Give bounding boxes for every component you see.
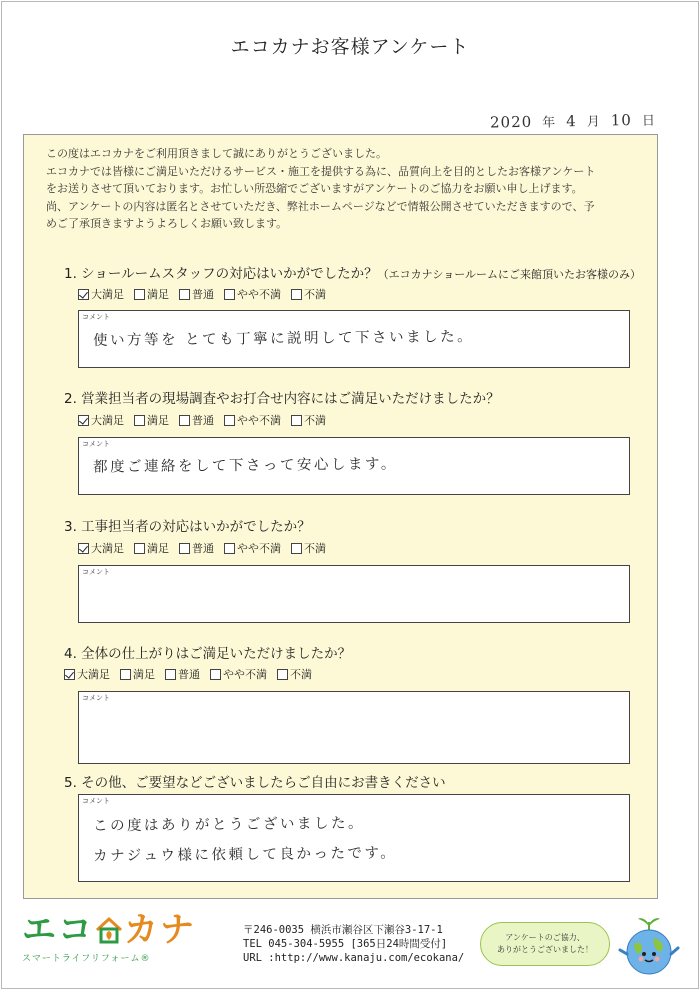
intro-line: めご了承頂きますようよろしくお願い致します。 xyxy=(46,217,288,230)
checkbox[interactable] xyxy=(78,543,89,554)
option-label: 普通 xyxy=(192,414,214,427)
option-label: 普通 xyxy=(178,668,200,681)
logo-text-eco: エコ xyxy=(22,910,94,950)
handwritten-comment: この度はありがとうございました。 xyxy=(92,815,366,835)
thanks-bubble xyxy=(480,922,610,966)
option-label: やや不満 xyxy=(237,542,281,555)
checkbox[interactable] xyxy=(179,415,190,426)
option-満足[interactable] xyxy=(134,412,169,428)
globe-mascot-icon xyxy=(614,910,684,980)
question-4-text xyxy=(64,642,351,662)
checkbox[interactable] xyxy=(291,415,302,426)
option-label: 不満 xyxy=(304,288,326,301)
option-満足[interactable] xyxy=(120,666,155,682)
checkbox[interactable] xyxy=(224,415,235,426)
option-label: やや不満 xyxy=(223,668,267,681)
option-label: やや不満 xyxy=(237,414,281,427)
option-不満[interactable] xyxy=(291,540,326,556)
question-1-label: 1. ショールームスタッフの対応はいかがでしたか？ xyxy=(64,266,378,282)
survey-date xyxy=(490,109,666,131)
checkbox[interactable] xyxy=(78,415,89,426)
comment-label: コメント xyxy=(82,313,110,321)
option-普通[interactable] xyxy=(165,666,200,682)
option-label: 普通 xyxy=(192,542,214,555)
option-普通[interactable] xyxy=(179,412,214,428)
handwritten-comment: 使い方等を とても丁寧に説明して下さいました。 xyxy=(92,329,475,349)
company-address: 〒246-0035 横浜市瀬谷区下瀬谷3-17-1 xyxy=(243,924,443,936)
question-2-comment-box[interactable] xyxy=(78,437,630,495)
question-5-label: 5. その他、ご要望などございましたらご自由にお書きください xyxy=(64,775,446,791)
question-2-text xyxy=(64,387,500,407)
comment-label: コメント xyxy=(82,440,110,448)
date-year-unit: 年 xyxy=(542,115,557,131)
question-1-options xyxy=(78,286,326,302)
ecokana-logo xyxy=(22,910,196,964)
date-day: 10 xyxy=(610,111,633,130)
option-大満足[interactable] xyxy=(78,286,124,302)
option-label: 大満足 xyxy=(91,288,124,301)
option-label: 満足 xyxy=(147,414,169,427)
checkbox[interactable] xyxy=(120,669,131,680)
option-label: 不満 xyxy=(304,542,326,555)
intro-text xyxy=(46,145,661,233)
question-3-text xyxy=(64,515,311,535)
question-3-label: 3. 工事担当者の対応はいかがでしたか？ xyxy=(64,519,311,535)
intro-line: をお送りさせて頂いております。お忙しい所恐縮でございますがアンケートのご協力をお願い申し上げます。 xyxy=(46,182,583,195)
checkbox[interactable] xyxy=(179,543,190,554)
option-やや不満[interactable] xyxy=(224,412,281,428)
checkbox[interactable] xyxy=(165,669,176,680)
question-3-options xyxy=(78,540,326,556)
logo-text-kana: カナ xyxy=(124,910,196,950)
company-tel: TEL 045-304-5955 [365日24時間受付] xyxy=(243,938,448,950)
option-label: 不満 xyxy=(290,668,312,681)
option-label: 普通 xyxy=(192,288,214,301)
checkbox[interactable] xyxy=(291,289,302,300)
question-2-options xyxy=(78,412,326,428)
option-label: 大満足 xyxy=(77,668,110,681)
option-普通[interactable] xyxy=(179,540,214,556)
checkbox[interactable] xyxy=(78,289,89,300)
option-不満[interactable] xyxy=(291,412,326,428)
question-2-label: 2. 営業担当者の現場調査やお打合せ内容にはご満足いただけましたか？ xyxy=(64,391,500,407)
option-大満足[interactable] xyxy=(64,666,110,682)
page-title: エコカナお客様アンケート xyxy=(230,36,470,58)
question-3-comment-box[interactable] xyxy=(78,565,630,623)
checkbox[interactable] xyxy=(134,289,145,300)
question-5-comment-box[interactable] xyxy=(78,794,630,882)
checkbox[interactable] xyxy=(210,669,221,680)
question-5-text xyxy=(64,771,446,791)
checkbox[interactable] xyxy=(134,415,145,426)
checkbox[interactable] xyxy=(291,543,302,554)
option-label: やや不満 xyxy=(237,288,281,301)
option-不満[interactable] xyxy=(291,286,326,302)
question-4-options xyxy=(64,666,312,682)
comment-label: コメント xyxy=(82,694,110,702)
intro-line: この度はエコカナをご利用頂きまして誠にありがとうございました。 xyxy=(46,147,387,160)
checkbox[interactable] xyxy=(179,289,190,300)
option-大満足[interactable] xyxy=(78,412,124,428)
option-普通[interactable] xyxy=(179,286,214,302)
option-やや不満[interactable] xyxy=(210,666,267,682)
handwritten-comment: カナジュウ様に依頼して良かったです。 xyxy=(92,845,398,865)
comment-label: コメント xyxy=(82,568,110,576)
comment-label: コメント xyxy=(82,797,110,805)
option-label: 不満 xyxy=(304,414,326,427)
date-day-unit: 日 xyxy=(641,113,657,129)
option-満足[interactable] xyxy=(134,286,169,302)
question-1-note: （エコカナショールームにご来館頂いたお客様のみ） xyxy=(377,268,641,281)
checkbox[interactable] xyxy=(277,669,288,680)
option-満足[interactable] xyxy=(134,540,169,556)
intro-line: エコカナでは皆様にご満足いただけるサービス・施工を提供する為に、品質向上を目的としたお客様アンケート xyxy=(46,164,596,178)
thanks-line-1: アンケートのご協力、 xyxy=(505,933,585,942)
intro-line: 尚、アンケートの内容は匿名とさせていただき、弊社ホームページなどで情報公開させていただきますので、予 xyxy=(46,199,595,213)
logo-subtitle: スマートライフリフォーム® xyxy=(22,954,151,964)
question-4-comment-box[interactable] xyxy=(78,691,630,764)
option-label: 満足 xyxy=(147,288,169,301)
survey-form xyxy=(23,134,658,899)
company-url[interactable]: URL :http://www.kanaju.com/ecokana/ xyxy=(243,952,465,964)
question-1-comment-box[interactable] xyxy=(78,310,630,368)
company-contact xyxy=(243,923,464,965)
checkbox[interactable] xyxy=(224,289,235,300)
checkbox[interactable] xyxy=(134,543,145,554)
checkbox[interactable] xyxy=(224,543,235,554)
date-month-unit: 月 xyxy=(586,114,601,130)
option-不満[interactable] xyxy=(277,666,312,682)
option-やや不満[interactable] xyxy=(224,540,281,556)
thanks-line-2: ありがとうございました！ xyxy=(497,945,593,954)
option-label: 大満足 xyxy=(91,542,124,555)
handwritten-comment: 都度ご連絡をして下さって安心します。 xyxy=(92,456,398,476)
option-やや不満[interactable] xyxy=(224,286,281,302)
date-month: 4 xyxy=(566,112,577,131)
option-label: 大満足 xyxy=(91,414,124,427)
option-大満足[interactable] xyxy=(78,540,124,556)
option-label: 満足 xyxy=(147,542,169,555)
question-4-label: 4. 全体の仕上がりはご満足いただけましたか？ xyxy=(64,646,352,662)
option-label: 満足 xyxy=(133,668,155,681)
question-1-text xyxy=(64,262,641,282)
checkbox[interactable] xyxy=(64,669,75,680)
house-icon xyxy=(94,915,124,945)
date-year: 2020 xyxy=(489,112,533,132)
